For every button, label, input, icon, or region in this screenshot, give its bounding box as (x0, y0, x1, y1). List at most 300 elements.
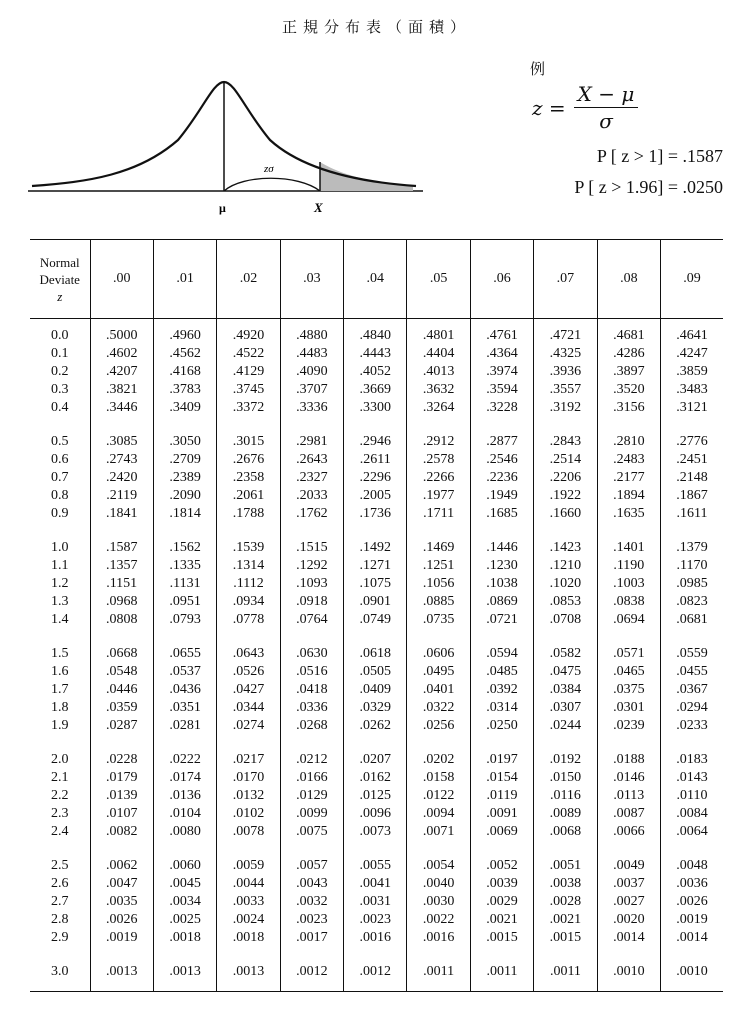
area-cell: .0968 (90, 593, 153, 611)
area-cell: .1814 (153, 505, 216, 523)
area-cell: .4443 (344, 345, 407, 363)
area-cell: .0192 (534, 735, 597, 769)
area-cell: .0010 (661, 947, 723, 992)
table-row (30, 345, 723, 363)
area-cell: .0041 (344, 875, 407, 893)
z-value-cell: 0.2 (51, 364, 69, 379)
area-cell: .1335 (153, 557, 216, 575)
area-cell: .0040 (407, 875, 470, 893)
area-cell: .0367 (661, 681, 723, 699)
area-cell: .0179 (90, 769, 153, 787)
formula-denominator: σ (599, 109, 613, 133)
area-cell: .1977 (407, 487, 470, 505)
header-col: .03 (280, 240, 343, 319)
area-cell: .1151 (90, 575, 153, 593)
area-cell: .1539 (217, 523, 280, 557)
z-value-cell: 0.8 (51, 488, 69, 503)
z-value-cell: 0.1 (51, 346, 69, 361)
area-cell: .2177 (597, 469, 660, 487)
area-cell: .0281 (153, 717, 216, 735)
area-cell: .0985 (661, 575, 723, 593)
area-cell: .4090 (280, 363, 343, 381)
area-cell: .2877 (470, 417, 533, 451)
area-cell: .1314 (217, 557, 280, 575)
area-cell: .0375 (597, 681, 660, 699)
area-cell: .0014 (597, 929, 660, 947)
table-row (30, 593, 723, 611)
area-cell: .0427 (217, 681, 280, 699)
formula-numerator: X − μ (574, 82, 639, 108)
area-cell: .1271 (344, 557, 407, 575)
area-cell: .0475 (534, 663, 597, 681)
area-cell: .3300 (344, 399, 407, 417)
z-sigma-arc (224, 178, 320, 191)
formula-lhs: z = (532, 95, 566, 120)
area-cell: .3745 (217, 381, 280, 399)
area-cell: .3594 (470, 381, 533, 399)
header-normal-deviate: Normal Deviate z (30, 240, 90, 319)
area-cell: .4602 (90, 345, 153, 363)
area-cell: .0202 (407, 735, 470, 769)
area-cell: .1587 (90, 523, 153, 557)
table-header-row (30, 240, 723, 319)
area-cell: .3372 (217, 399, 280, 417)
area-cell: .0287 (90, 717, 153, 735)
area-cell: .2358 (217, 469, 280, 487)
z-value-cell: 0.3 (51, 382, 69, 397)
area-cell: .1190 (597, 557, 660, 575)
area-cell: .0262 (344, 717, 407, 735)
area-cell: .1056 (407, 575, 470, 593)
z-value-cell: 2.3 (51, 806, 69, 821)
area-cell: .0052 (470, 841, 533, 875)
area-cell: .0838 (597, 593, 660, 611)
area-cell: .0392 (470, 681, 533, 699)
area-cell: .0049 (597, 841, 660, 875)
area-cell: .0548 (90, 663, 153, 681)
z-value-cell: 2.9 (51, 930, 69, 945)
area-cell: .1469 (407, 523, 470, 557)
area-cell: .0559 (661, 629, 723, 663)
area-cell: .2912 (407, 417, 470, 451)
area-cell: .3557 (534, 381, 597, 399)
area-cell: .1611 (661, 505, 723, 523)
area-cell: .4286 (597, 345, 660, 363)
area-cell: .0075 (280, 823, 343, 841)
table-row (30, 663, 723, 681)
area-cell: .3336 (280, 399, 343, 417)
area-cell: .1788 (217, 505, 280, 523)
area-cell: .0166 (280, 769, 343, 787)
area-cell: .0016 (407, 929, 470, 947)
normal-curve-figure (28, 70, 428, 220)
table-row (30, 319, 723, 346)
area-cell: .0901 (344, 593, 407, 611)
table-row (30, 769, 723, 787)
header-col: .00 (90, 240, 153, 319)
area-cell: .0043 (280, 875, 343, 893)
area-cell: .3483 (661, 381, 723, 399)
area-cell: .4920 (217, 319, 280, 346)
area-cell: .0170 (217, 769, 280, 787)
area-cell: .0119 (470, 787, 533, 805)
table-row (30, 557, 723, 575)
area-cell: .0606 (407, 629, 470, 663)
z-value-cell: 1.0 (51, 540, 69, 555)
header-col: .07 (534, 240, 597, 319)
area-cell: .4522 (217, 345, 280, 363)
area-cell: .0094 (407, 805, 470, 823)
z-formula (532, 82, 638, 133)
area-cell: .0485 (470, 663, 533, 681)
area-cell: .1210 (534, 557, 597, 575)
area-cell: .0019 (90, 929, 153, 947)
z-value-cell: 1.6 (51, 664, 69, 679)
area-cell: .4840 (344, 319, 407, 346)
area-cell: .0505 (344, 663, 407, 681)
area-cell: .0158 (407, 769, 470, 787)
area-cell: .2451 (661, 451, 723, 469)
area-cell: .4325 (534, 345, 597, 363)
area-cell: .2206 (534, 469, 597, 487)
table-body (30, 319, 723, 992)
area-cell: .0015 (534, 929, 597, 947)
area-cell: .2676 (217, 451, 280, 469)
area-cell: .2843 (534, 417, 597, 451)
area-cell: .0031 (344, 893, 407, 911)
area-cell: .0197 (470, 735, 533, 769)
area-cell: .0019 (661, 911, 723, 929)
table-row (30, 841, 723, 875)
area-cell: .0018 (217, 929, 280, 947)
header-col: .08 (597, 240, 660, 319)
area-cell: .0294 (661, 699, 723, 717)
area-cell: .0233 (661, 717, 723, 735)
area-cell: .0116 (534, 787, 597, 805)
area-cell: .0035 (90, 893, 153, 911)
z-value-cell: 2.4 (51, 824, 69, 839)
area-cell: .0010 (597, 947, 660, 992)
table-row (30, 681, 723, 699)
area-cell: .2776 (661, 417, 723, 451)
table-row (30, 611, 723, 629)
header-col: .06 (470, 240, 533, 319)
area-cell: .0044 (217, 875, 280, 893)
area-cell: .0212 (280, 735, 343, 769)
area-cell: .3669 (344, 381, 407, 399)
area-cell: .0409 (344, 681, 407, 699)
area-cell: .4681 (597, 319, 660, 346)
area-cell: .1635 (597, 505, 660, 523)
table-row (30, 875, 723, 893)
example-prob-1: P [ z > 1] = .1587 (596, 146, 723, 166)
page-title: 正規分布表（面積） (281, 18, 471, 36)
area-cell: .1020 (534, 575, 597, 593)
table-row (30, 523, 723, 557)
area-cell: .1112 (217, 575, 280, 593)
z-value-cell: 2.5 (51, 858, 69, 873)
z-value-cell: 2.6 (51, 876, 69, 891)
area-cell: .4880 (280, 319, 343, 346)
area-cell: .0446 (90, 681, 153, 699)
area-cell: .0721 (470, 611, 533, 629)
area-cell: .0344 (217, 699, 280, 717)
area-cell: .2296 (344, 469, 407, 487)
area-cell: .0011 (470, 947, 533, 992)
area-cell: .2546 (470, 451, 533, 469)
area-cell: .2810 (597, 417, 660, 451)
area-cell: .3783 (153, 381, 216, 399)
area-cell: .0023 (280, 911, 343, 929)
area-cell: .0918 (280, 593, 343, 611)
z-value-cell: 0.5 (51, 434, 69, 449)
area-cell: .0022 (407, 911, 470, 929)
area-cell: .2611 (344, 451, 407, 469)
z-value-cell: 0.0 (51, 328, 69, 343)
normal-distribution-table (30, 239, 723, 992)
area-cell: .0132 (217, 787, 280, 805)
area-cell: .0582 (534, 629, 597, 663)
area-cell: .2743 (90, 451, 153, 469)
area-cell: .0329 (344, 699, 407, 717)
area-cell: .0143 (661, 769, 723, 787)
table-row (30, 417, 723, 451)
area-cell: .0110 (661, 787, 723, 805)
area-cell: .0139 (90, 787, 153, 805)
area-cell: .0011 (407, 947, 470, 992)
area-cell: .3520 (597, 381, 660, 399)
area-cell: .0027 (597, 893, 660, 911)
area-cell: .0102 (217, 805, 280, 823)
area-cell: .0089 (534, 805, 597, 823)
table-row (30, 469, 723, 487)
header-col: .09 (661, 240, 723, 319)
area-cell: .0146 (597, 769, 660, 787)
area-cell: .0359 (90, 699, 153, 717)
area-cell: .0951 (153, 593, 216, 611)
area-cell: .4483 (280, 345, 343, 363)
area-cell: .0064 (661, 823, 723, 841)
table-row (30, 735, 723, 769)
example-prob-2: P [ z > 1.96] = .0250 (574, 177, 723, 197)
area-cell: .4247 (661, 345, 723, 363)
area-cell: .1711 (407, 505, 470, 523)
area-cell: .4801 (407, 319, 470, 346)
area-cell: .1685 (470, 505, 533, 523)
area-cell: .0694 (597, 611, 660, 629)
area-cell: .0029 (470, 893, 533, 911)
area-cell: .2420 (90, 469, 153, 487)
z-value-cell: 0.7 (51, 470, 69, 485)
z-value-cell: 1.8 (51, 700, 69, 715)
area-cell: .3192 (534, 399, 597, 417)
area-cell: .3446 (90, 399, 153, 417)
area-cell: .1401 (597, 523, 660, 557)
area-cell: .0028 (534, 893, 597, 911)
table-row (30, 629, 723, 663)
area-cell: .0096 (344, 805, 407, 823)
z-sigma-label: zσ (264, 163, 274, 175)
area-cell: .5000 (90, 319, 153, 346)
z-value-cell: 0.9 (51, 506, 69, 521)
area-cell: .3859 (661, 363, 723, 381)
area-cell: .0594 (470, 629, 533, 663)
area-cell: .0051 (534, 841, 597, 875)
table-row (30, 575, 723, 593)
area-cell: .0016 (344, 929, 407, 947)
area-cell: .4129 (217, 363, 280, 381)
area-cell: .0869 (470, 593, 533, 611)
area-cell: .0057 (280, 841, 343, 875)
table-row (30, 805, 723, 823)
area-cell: .0023 (344, 911, 407, 929)
area-cell: .3121 (661, 399, 723, 417)
area-cell: .0537 (153, 663, 216, 681)
area-cell: .0013 (90, 947, 153, 992)
area-cell: .0021 (470, 911, 533, 929)
area-cell: .0018 (153, 929, 216, 947)
area-cell: .0516 (280, 663, 343, 681)
area-cell: .0071 (407, 823, 470, 841)
area-cell: .0150 (534, 769, 597, 787)
area-cell: .3228 (470, 399, 533, 417)
area-cell: .4761 (470, 319, 533, 346)
area-cell: .0384 (534, 681, 597, 699)
area-cell: .2483 (597, 451, 660, 469)
area-cell: .0436 (153, 681, 216, 699)
z-value-cell: 1.9 (51, 718, 69, 733)
area-cell: .0036 (661, 875, 723, 893)
area-cell: .0021 (534, 911, 597, 929)
area-cell: .0630 (280, 629, 343, 663)
area-cell: .4013 (407, 363, 470, 381)
area-cell: .2005 (344, 487, 407, 505)
area-cell: .3409 (153, 399, 216, 417)
area-cell: .0643 (217, 629, 280, 663)
area-cell: .0183 (661, 735, 723, 769)
area-cell: .3821 (90, 381, 153, 399)
area-cell: .0301 (597, 699, 660, 717)
area-cell: .0571 (597, 629, 660, 663)
area-cell: .2578 (407, 451, 470, 469)
area-cell: .2981 (280, 417, 343, 451)
table-row (30, 399, 723, 417)
area-cell: .0256 (407, 717, 470, 735)
area-cell: .0808 (90, 611, 153, 629)
area-cell: .2266 (407, 469, 470, 487)
z-value-cell: 2.8 (51, 912, 69, 927)
area-cell: .0274 (217, 717, 280, 735)
area-cell: .0054 (407, 841, 470, 875)
area-cell: .0017 (280, 929, 343, 947)
area-cell: .2709 (153, 451, 216, 469)
table-row (30, 451, 723, 469)
area-cell: .1446 (470, 523, 533, 557)
header-col: .02 (217, 240, 280, 319)
area-cell: .0455 (661, 663, 723, 681)
z-value-cell: 1.1 (51, 558, 69, 573)
area-cell: .0024 (217, 911, 280, 929)
area-cell: .3632 (407, 381, 470, 399)
area-cell: .0087 (597, 805, 660, 823)
table-row (30, 947, 723, 992)
area-cell: .0069 (470, 823, 533, 841)
area-cell: .2389 (153, 469, 216, 487)
area-cell: .0708 (534, 611, 597, 629)
area-cell: .0125 (344, 787, 407, 805)
area-cell: .0026 (90, 911, 153, 929)
table-row (30, 823, 723, 841)
z-value-cell: 0.6 (51, 452, 69, 467)
area-cell: .4207 (90, 363, 153, 381)
z-value-cell: 3.0 (30, 947, 90, 992)
area-cell: .2033 (280, 487, 343, 505)
area-cell: .0066 (597, 823, 660, 841)
z-value-cell: 1.7 (51, 682, 69, 697)
area-cell: .1357 (90, 557, 153, 575)
area-cell: .0032 (280, 893, 343, 911)
area-cell: .1492 (344, 523, 407, 557)
table-row (30, 911, 723, 929)
area-cell: .0764 (280, 611, 343, 629)
mu-label: μ (219, 201, 226, 215)
header-col: .05 (407, 240, 470, 319)
area-cell: .4721 (534, 319, 597, 346)
area-cell: .0154 (470, 769, 533, 787)
area-cell: .2514 (534, 451, 597, 469)
area-cell: .0526 (217, 663, 280, 681)
example-label: 例 (530, 60, 546, 78)
area-cell: .0749 (344, 611, 407, 629)
header-col: .04 (344, 240, 407, 319)
area-cell: .1038 (470, 575, 533, 593)
area-cell: .2643 (280, 451, 343, 469)
area-cell: .0217 (217, 735, 280, 769)
table-row (30, 363, 723, 381)
area-cell: .4562 (153, 345, 216, 363)
area-cell: .4641 (661, 319, 723, 346)
area-cell: .0045 (153, 875, 216, 893)
area-cell: .0068 (534, 823, 597, 841)
area-cell: .3085 (90, 417, 153, 451)
area-cell: .0104 (153, 805, 216, 823)
area-cell: .0162 (344, 769, 407, 787)
table-row (30, 893, 723, 911)
area-cell: .0322 (407, 699, 470, 717)
area-cell: .1075 (344, 575, 407, 593)
area-cell: .1949 (470, 487, 533, 505)
area-cell: .1762 (280, 505, 343, 523)
z-value-cell: 2.2 (51, 788, 69, 803)
area-cell: .3707 (280, 381, 343, 399)
area-cell: .2946 (344, 417, 407, 451)
area-cell: .3156 (597, 399, 660, 417)
area-cell: .0188 (597, 735, 660, 769)
area-cell: .0099 (280, 805, 343, 823)
area-cell: .0039 (470, 875, 533, 893)
area-cell: .0013 (153, 947, 216, 992)
area-cell: .0823 (661, 593, 723, 611)
area-cell: .0122 (407, 787, 470, 805)
area-cell: .3897 (597, 363, 660, 381)
area-cell: .1515 (280, 523, 343, 557)
area-cell: .0655 (153, 629, 216, 663)
area-cell: .3015 (217, 417, 280, 451)
area-cell: .1003 (597, 575, 660, 593)
area-cell: .0207 (344, 735, 407, 769)
area-cell: .0073 (344, 823, 407, 841)
area-cell: .2327 (280, 469, 343, 487)
